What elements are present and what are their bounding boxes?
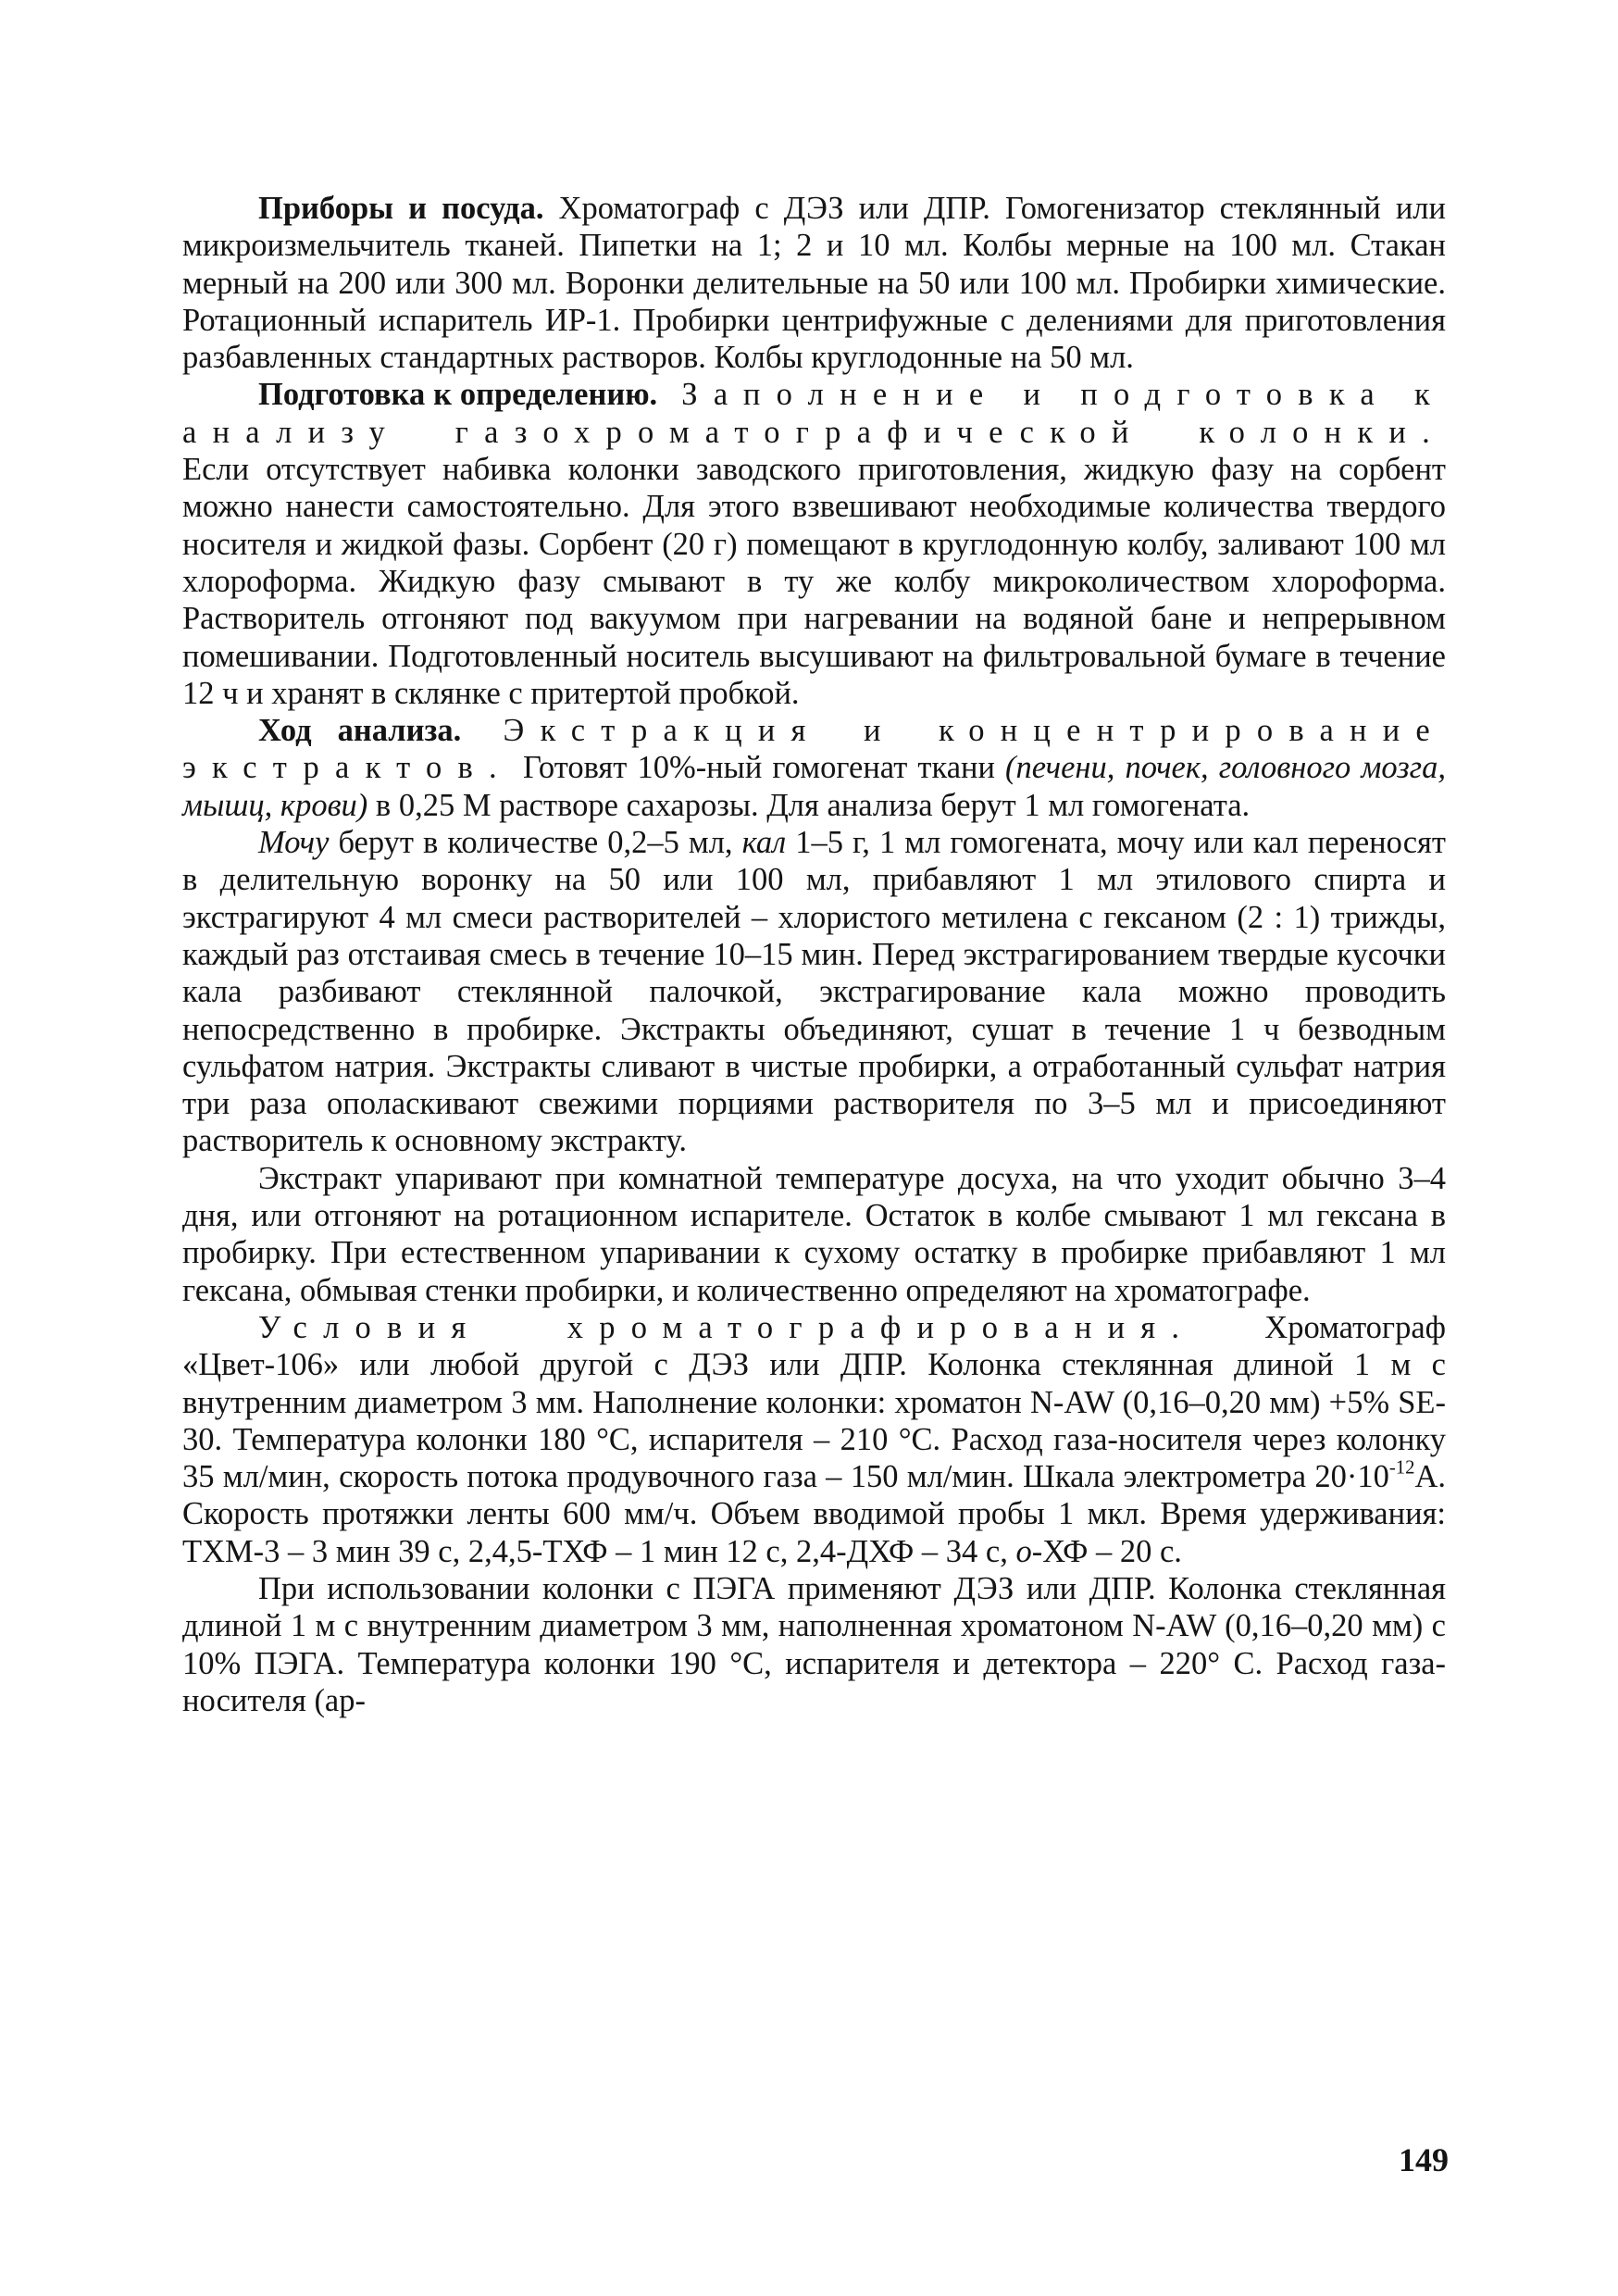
text-ortho-italic: о [1015,1533,1032,1569]
body-text [182,190,1446,1719]
superscript-exponent: -12 [1388,1457,1415,1479]
text-urine-2: 1–5 г, 1 мл гомогената, мочу или кал переносят в делительную воронку на 50 или 100 мл, прибавляют 1 мл этилового спирта и экстрагируют 4 мл смеси растворителей – хлористого метилена с гексаном (2 : 1) трижды, каждый раз отстаивая смесь в течение 10–15 мин. Перед экстрагированием твердые кусочки кала разбивают стеклянной палочкой, экстрагирование кала можно проводить непосредственно в пробирке. Экстракты объединяют, сушат в течение 1 ч безводным сульфатом натрия. Экстракты сливают в чистые пробирки, а отработанный сульфат натрия три раза ополаскивают свежими порциями растворителя по 3–5 мл и присоединяют растворитель к основному экстракту. [182,825,1446,1159]
page-number: 149 [1399,2141,1449,2178]
text-pega: При использовании колонки с ПЭГА применяют ДЭЗ или ДПР. Колонка стеклянная длиной 1 м с внутренним диаметром 3 мм, наполненная хроматоном N-AW (0,16–0,20 мм) с 10% ПЭГА. Температура колонки 190 °С, испарителя и детектора – 220° С. Расход газа-носителя (ар- [182,1570,1446,1718]
text-urine-1: берут в количестве 0,2–5 мл, [329,825,742,861]
text-conditions-1: Хроматограф «Цвет-106» или любой другой с ДЭЗ или ДПР. Колонка стеклянная длиной 1 м с внутренним диаметром 3 мм. Наполнение колонки: хроматон N-AW (0,16–0,20 мм) +5% SE-30. Температура колонки 180 °С, испарителя – 210 °С. Расход газа-носителя через колонку 35 мл/мин, скорость потока продувочного газа – 150 мл/мин. Шкала электрометра 20·10 [182,1309,1447,1495]
paragraph-urine [182,824,1446,1160]
heading-preparation: Подготовка к определению. [258,377,658,413]
paragraph-analysis [182,712,1446,824]
text-feces-italic: кал [741,825,787,861]
text-conditions-2: А. Скорость протяжки ленты 600 мм/ч. Объем вводимой пробы 1 мкл. Время удерживания: ТХМ-3 – 3 мин 39 с, 2,4,5-ТХФ – 1 мин 12 с, 2,4-ДХФ – 34 с, [182,1459,1446,1569]
heading-analysis: Ход анализа. [258,713,462,749]
text-preparation: Если отсутствует набивка колонки заводского приготовления, жидкую фазу на сорбент можно нанести самостоятельно. Для этого взвешивают необходимые количества твердого носителя и жидкой фазы. Сорбент (20 г) помещают в круглодонную колбу, заливают 100 мл хлороформа. Жидкую фазу смывают в ту же колбу микроколичеством хлороформа. Растворитель отгоняют под вакуумом при нагревании на водяной бане и непрерывном помешивании. Подготовленный носитель высушивают на фильтровальной бумаге в течение 12 ч и хранят в склянке с притертой пробкой. [182,452,1446,711]
text-urine-italic: Мочу [258,825,330,861]
subheading-conditions: Условия хроматографирования. [258,1309,1196,1345]
paragraph-conditions [182,1309,1446,1570]
text-conditions-3: -ХФ – 20 с. [1031,1533,1182,1569]
text-analysis-2: в 0,25 М растворе сахарозы. Для анализа берут 1 мл гомогената. [367,787,1251,823]
text-equipment: Хроматограф с ДЭЗ или ДПР. Гомогенизатор стеклянный или микроизмельчитель тканей. Пипетки на 1; 2 и 10 мл. Колбы мерные на 100 мл. Стакан мерный на 200 или 300 мл. Воронки делительные на 50 или 100 мл. Пробирки химические. Ротационный испаритель ИР-1. Пробирки центрифужные с делениями для приготовления разбавленных стандартных растворов. Колбы круглодонные на 50 мл. [182,191,1446,376]
subheading-column-filling: Заполнение и подготовка к анализу газохроматографической колонки. [182,377,1446,450]
heading-equipment: Приборы и посуда. [258,191,544,226]
subheading-extraction: Экстракция и концентрирование экстрактов. [182,713,1446,786]
paragraph-pega [182,1570,1446,1719]
text-analysis-1: Готовят 10%-ный гомогенат ткани [512,750,1006,786]
paragraph-preparation [182,376,1446,712]
text-tissues-italic: (печени, почек, головного мозга, мышц, крови) [182,750,1446,823]
paragraph-equipment [182,190,1446,376]
text-evaporation: Экстракт упаривают при комнатной температуре досуха, на что уходит обычно 3–4 дня, или отгоняют на ротационном испарителе. Остаток в колбе смывают 1 мл гексана в пробирку. При естественном упаривании к сухому остатку в пробирке прибавляют 1 мл гексана, обмывая стенки пробирки, и количественно определяют на хроматографе. [182,1160,1446,1308]
paragraph-evaporation [182,1160,1446,1309]
